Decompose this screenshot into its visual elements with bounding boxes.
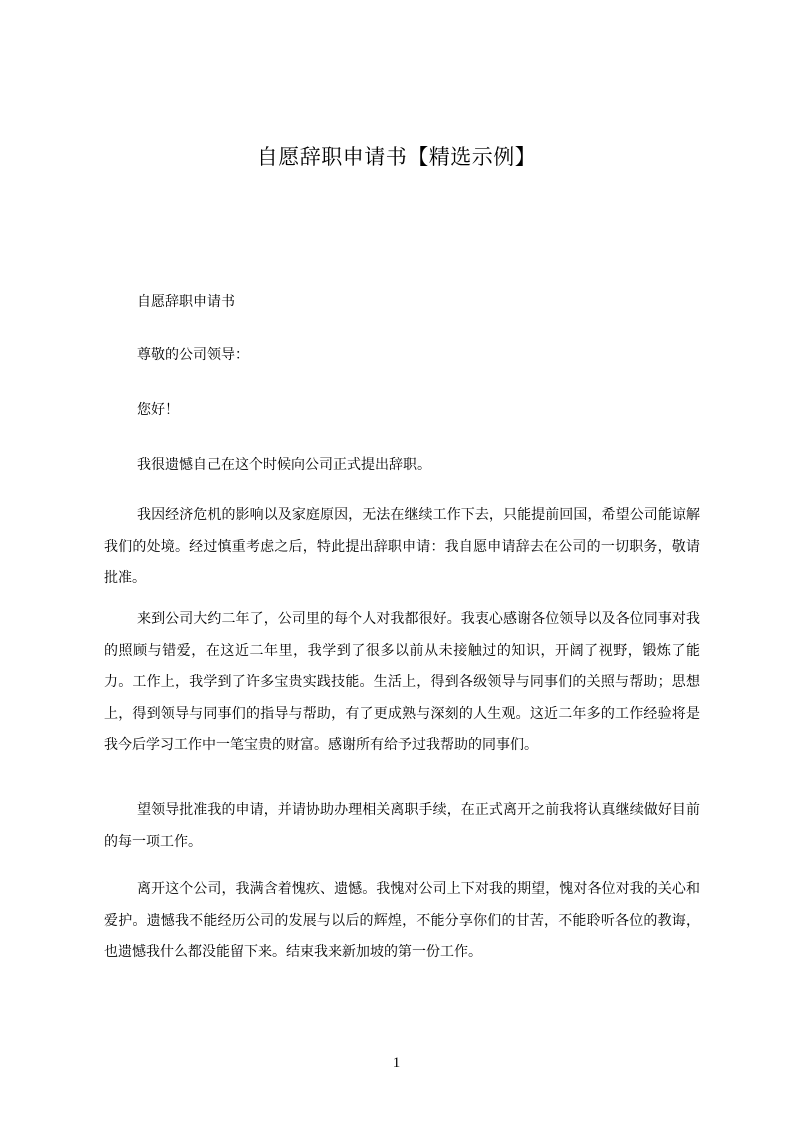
greeting: 您好！ — [137, 402, 179, 418]
page-number: 1 — [392, 1055, 401, 1071]
paragraph-request: 望领导批准我的申请，并请协助办理相关离职手续，在正式离开之前我将认真继续做好目前的每一项工作。 — [104, 802, 700, 850]
document-title: 自愿辞职申请书【精选示例】 — [256, 145, 537, 169]
salutation: 尊敬的公司领导： — [137, 347, 249, 363]
letter-heading: 自愿辞职申请书 — [137, 294, 235, 310]
paragraph-gratitude: 来到公司大约二年了，公司里的每个人对我都很好。我衷心感谢各位领导以及各位同事对我的照顾与错爱，在这近二年里，我学到了很多以前从未接触过的知识，开阔了视野，锻炼了能力。工作上，我学到了许多宝贵实践技能。生活上，得到各级领导与同事们的关照与帮助；思想上，得到领导与同事们的指导与帮助，有了更成熟与深刻的人生观。这近二年多的工作经验将是我今后学习工作中一笔宝贵的财富。感谢所有给予过我帮助的同事们。 — [104, 611, 700, 753]
paragraph-intro: 我很遗憾自己在这个时候向公司正式提出辞职。 — [137, 457, 431, 473]
paragraph-reason: 我因经济危机的影响以及家庭原因，无法在继续工作下去，只能提前回国，希望公司能谅解我们的处境。经过慎重考虑之后，特此提出辞职申请：我自愿申请辞去在公司的一切职务，敬请批准。 — [104, 507, 700, 586]
paragraph-farewell: 离开这个公司，我满含着愧疚、遗憾。我愧对公司上下对我的期望，愧对各位对我的关心和爱护。遗憾我不能经历公司的发展与以后的辉煌，不能分享你们的甘苦，不能聆听各位的教诲，也遗憾我什么都没能留下来。结束我来新加坡的第一份工作。 — [104, 881, 700, 960]
